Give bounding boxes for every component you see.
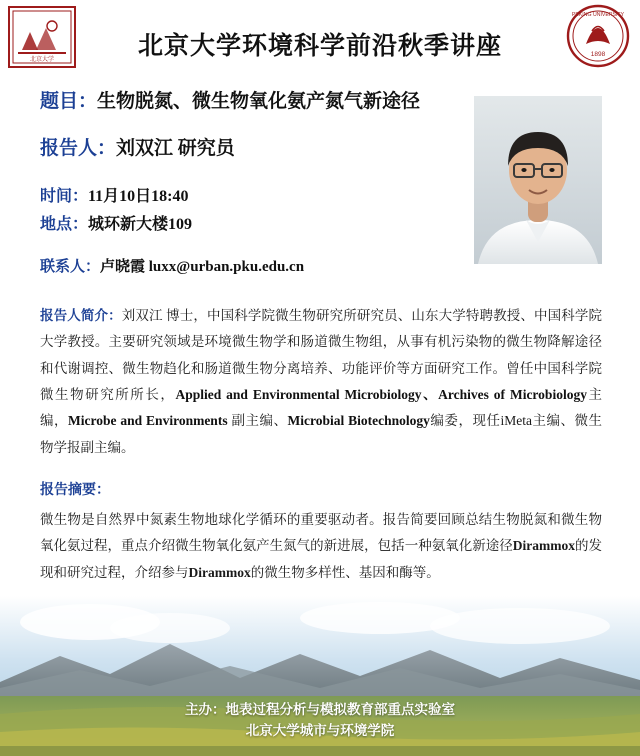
speaker-bio (40, 303, 602, 461)
talk-time-label: 时间： (40, 188, 89, 205)
speaker-bio-journals-3-suffix: 编委，现任iMeta主编、微生物学报副主编。 (40, 413, 603, 455)
talk-speaker-label: 报告人： (40, 137, 117, 159)
abstract-text-3: 的微生物多样性、基因和酶等。 (250, 564, 440, 580)
footer-organizer-line2: 北京大学城市与环境学院 (245, 723, 395, 739)
footer-organizer-line1: 主办：地表过程分析与模拟教育部重点实验室 (185, 702, 455, 718)
speaker-bio-journals-3: Microbial Biotechnology (287, 413, 430, 429)
speaker-bio-journals-1: Applied and Environmental Microbiology、Archives of Microbiology (175, 386, 587, 402)
abstract-heading: 报告摘要： (40, 482, 110, 498)
svg-text:1898: 1898 (590, 51, 606, 58)
abstract-text-1: 微生物是自然界中氮素生物地球化学循环的重要驱动者。报告简要回顾总结生物脱氮和微生物氧化氨过程，重点介绍微生物氧化氨产生氮气的新进展，包括一种氨氧化新途径 (40, 511, 602, 554)
svg-text:北京大学: 北京大学 (29, 57, 55, 63)
talk-place-value: 城环新大楼109 (88, 216, 193, 233)
speaker-bio-text: 刘双江 博士，中国科学院微生物研究所研究员、山东大学特聘教授、中国科学院大学教授。主要研究领域是环境微生物学和肠道微生物组，从事有机污染物的微生物降解途径和代谢调控、微生物趋化和肠道微生物分离培养、功能评价等方面研究工作。曾任中国科学院微生物研究所所长， (40, 308, 602, 402)
talk-topic-value: 生物脱氮、微生物氧化氨产氮气新途径 (97, 91, 421, 112)
poster-content (0, 88, 640, 586)
page-title: 北京大学环境科学前沿秋季讲座 (137, 33, 502, 60)
talk-place-label: 地点： (40, 216, 89, 233)
abstract-highlight-1: Dirammox (512, 538, 575, 554)
peking-university-seal-icon (566, 4, 630, 68)
abstract-text-2: 的发现和研究过程，介绍参与 (40, 538, 602, 580)
svg-text:PEKING UNIVERSITY: PEKING UNIVERSITY (571, 12, 625, 18)
speaker-portrait (474, 96, 602, 264)
talk-time-value: 11月10日18:40 (88, 188, 189, 205)
footer-landscape-image (0, 596, 640, 756)
abstract-body (40, 507, 602, 586)
footer-organizer (0, 700, 640, 742)
speaker-bio-journals-2: Microbe and Environments (68, 413, 228, 429)
abstract-highlight-2: Dirammox (188, 564, 251, 580)
talk-contact-value: 卢晓霞 luxx@urban.pku.edu.cn (100, 259, 305, 275)
talk-topic-label: 题目： (40, 91, 98, 112)
talk-contact-label: 联系人： (40, 259, 101, 275)
speaker-bio-label: 报告人简介： (40, 308, 122, 323)
speaker-bio-journals-2-suffix: 副主编、 (227, 413, 288, 429)
poster-header (0, 0, 640, 78)
speaker-bio-journals-1-suffix: 主编， (40, 386, 603, 429)
talk-speaker-value: 刘双江 研究员 (116, 137, 235, 159)
